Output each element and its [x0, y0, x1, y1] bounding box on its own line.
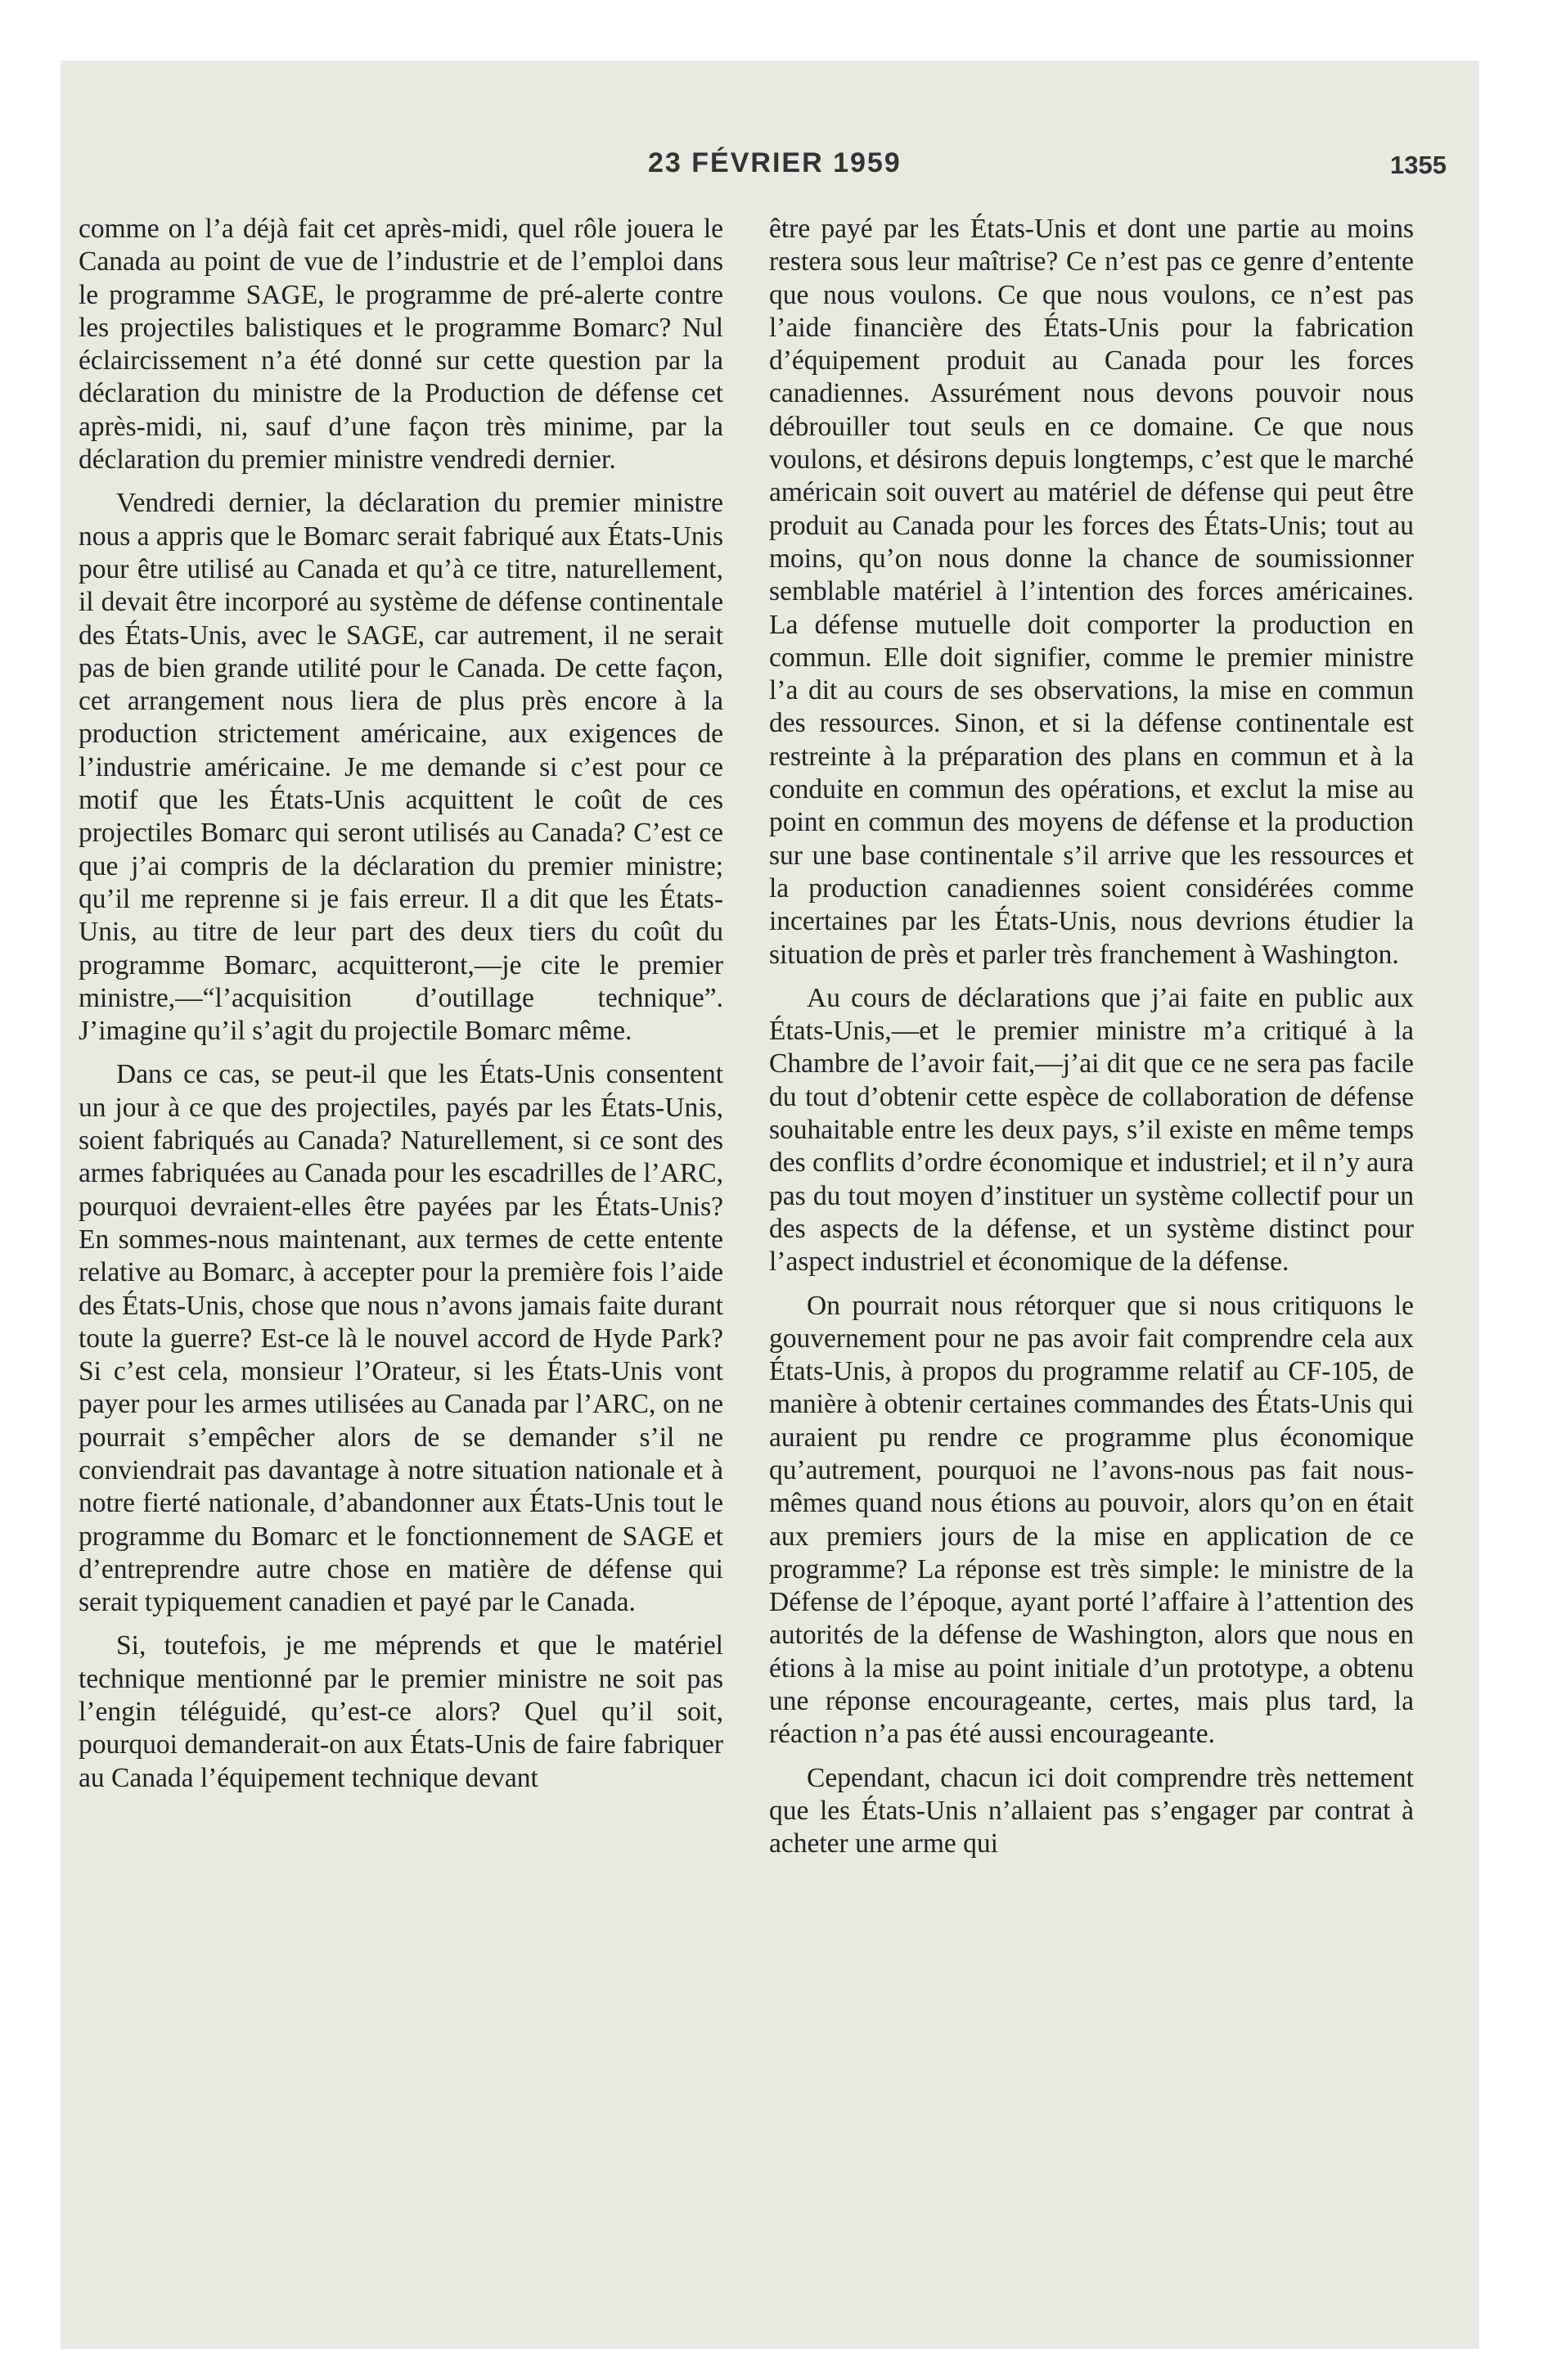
- right-paragraph-4: Cependant, chacun ici doit comprendre très nettement que les États-Unis n’allaient pas s’engager par contrat à acheter une arme qui: [769, 1762, 1414, 1859]
- page-number: 1355: [1390, 151, 1447, 179]
- left-paragraph-4: Si, toutefois, je me méprends et que le matériel technique mentionné par le premier ministre ne soit pas l’engin téléguidé, qu’est-ce alors? Quel qu’il soit, pourquoi demanderait-on aux États-Unis de faire fabriquer au Canada l’équipement technique devant: [79, 1630, 723, 1793]
- right-paragraph-3: On pourrait nous rétorquer que si nous critiquons le gouvernement pour ne pas avoir fait comprendre cela aux États-Unis, à propos du programme relatif au CF-105, de manière à obtenir certaines commandes des États-Unis qui auraient pu rendre ce programme plus économique qu’autrement, pourquoi ne l’avons-nous pas fait nous-mêmes quand nous étions au pouvoir, alors qu’on en était aux premiers jours de la mise en application de ce programme? La réponse est très simple: le ministre de la Défense de l’époque, ayant porté l’affaire à l’attention des autorités de la défense de Washington, alors que nous en étions à la mise au point initiale d’un prototype, a obtenu une réponse encourageante, certes, mais plus tard, la réaction n’a pas été aussi encourageante.: [769, 1290, 1414, 1750]
- header-date: 23 FÉVRIER 1959: [648, 147, 902, 178]
- left-paragraph-2: Vendredi dernier, la déclaration du premier ministre nous a appris que le Bomarc serait fabriqué aux États-Unis pour être utilisé au Canada et qu’à ce titre, naturellement, il devait être incorporé au système de défense continentale des États-Unis, avec le SAGE, car autrement, il ne serait pas de bien grande utilité pour le Canada. De cette façon, cet arrangement nous liera de plus près encore à la production strictement américaine, aux exigences de l’industrie américaine. Je me demande si c’est pour ce motif que les États-Unis acquittent le coût de ces projectiles Bomarc qui seront utilisés au Canada? C’est ce que j’ai compris de la déclaration du premier ministre; qu’il me reprenne si je fais erreur. Il a dit que les États-Unis, au titre de leur part des deux tiers du coût du programme Bomarc, acquitteront,—je cite le premier ministre,—“l’acquisition d’outillage technique”. J’imagine qu’il s’agit du projectile Bomarc même.: [79, 488, 723, 1047]
- left-paragraph-1: comme on l’a déjà fait cet après-midi, quel rôle jouera le Canada au point de vue de l’industrie et de l’emploi dans le programme SAGE, le programme de pré-alerte contre les projectiles balistiques et le programme Bomarc? Nul éclaircissement n’a été donné sur cette question par la déclaration du ministre de la Production de défense cet après-midi, ni, sauf d’une façon très minime, par la déclaration du premier ministre vendredi dernier.: [79, 214, 723, 476]
- running-head: [61, 147, 1479, 188]
- right-column: [769, 213, 1414, 1872]
- right-paragraph-2: Au cours de déclarations que j’ai faite en public aux États-Unis,—et le premier ministre m’a critiqué à la Chambre de l’avoir fait,—j’ai dit que ce ne sera pas facile du tout d’obtenir cette espèce de collaboration de défense souhaitable entre les deux pays, s’il existe en même temps des conflits d’ordre économique et industriel; et il n’y aura pas du tout moyen d’instituer un système collectif pour un des aspects de la défense, et un système distinct pour l’aspect industriel et économique de la défense.: [769, 982, 1414, 1278]
- scanned-page: [61, 61, 1479, 2349]
- left-column: [79, 213, 723, 1805]
- right-paragraph-1: être payé par les États-Unis et dont une partie au moins restera sous leur maîtrise? Ce n’est pas ce genre d’entente que nous voulons. Ce que nous voulons, ce n’est pas l’aide financière des États-Unis pour la fabrication d’équipement produit au Canada pour les forces canadiennes. Assurément nous devons pouvoir nous débrouiller tout seuls en ce domaine. Ce que nous voulons, et désirons depuis longtemps, c’est que le marché américain soit ouvert au matériel de défense qui peut être produit au Canada pour les forces des États-Unis; tout au moins, qu’on nous donne la chance de soumissionner semblable matériel à l’intention des forces américaines. La défense mutuelle doit comporter la production en commun. Elle doit signifier, comme le premier ministre l’a dit au cours de ses observations, la mise en commun des ressources. Sinon, et si la défense continentale est restreinte à la préparation des plans en commun et à la conduite en commun des opérations, et exclut la mise au point en commun des moyens de défense et la production sur une base continentale s’il arrive que les ressources et la production canadiennes soient considérées comme incertaines par les États-Unis, nous devrions étudier la situation de près et parler très franchement à Washington.: [769, 214, 1414, 970]
- left-paragraph-3: Dans ce cas, se peut-il que les États-Unis consentent un jour à ce que des projectiles, payés par les États-Unis, soient fabriqués au Canada? Naturellement, si ce sont des armes fabriquées au Canada pour les escadrilles de l’ARC, pourquoi devraient-elles être payées par les États-Unis? En sommes-nous maintenant, aux termes de cette entente relative au Bomarc, à accepter pour la première fois l’aide des États-Unis, chose que nous n’avons jamais faite durant toute la guerre? Est-ce là le nouvel accord de Hyde Park? Si c’est cela, monsieur l’Orateur, si les États-Unis vont payer pour les armes utilisées au Canada par l’ARC, on ne pourrait s’empêcher alors de se demander s’il ne conviendrait pas davantage à notre situation nationale et à notre fierté nationale, d’abandonner aux États-Unis tout le programme du Bomarc et le fonctionnement de SAGE et d’entreprendre autre chose en matière de défense qui serait typiquement canadien et payé par le Canada.: [79, 1059, 723, 1618]
